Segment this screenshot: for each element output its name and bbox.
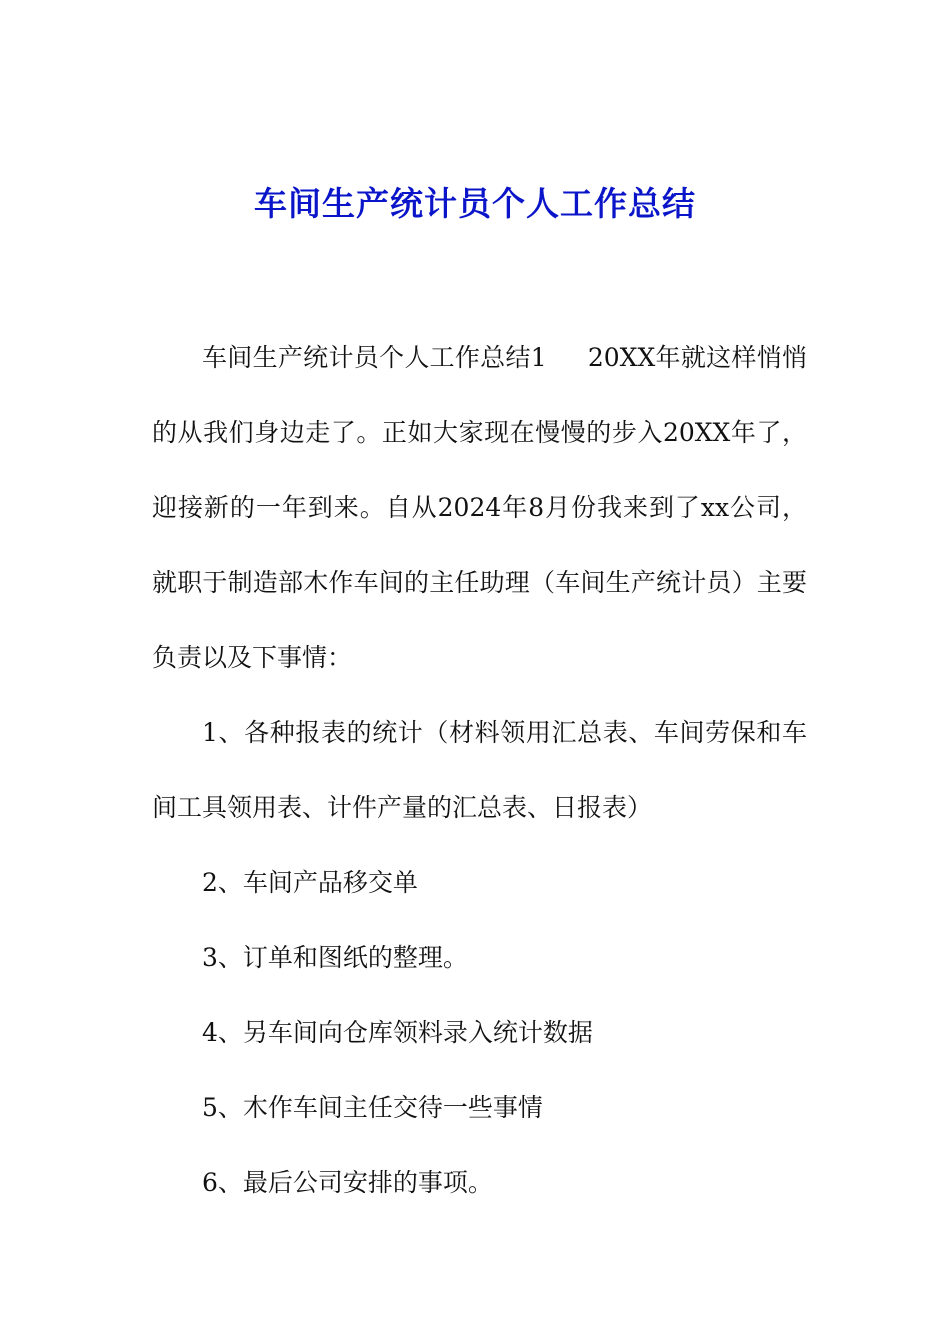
document-title: 车间生产统计员个人工作总结: [254, 184, 696, 223]
list-item: 1、各种报表的统计（材料领用汇总表、车间劳保和车间工具领用表、计件产量的汇总表、日报表）: [152, 718, 807, 822]
list-item: 2、车间产品移交单: [202, 868, 418, 897]
list-item: 4、另车间向仓库领料录入统计数据: [202, 1018, 593, 1047]
document-body: [152, 320, 807, 1220]
intro-paragraph: 车间生产统计员个人工作总结1 20XX年就这样悄悄的从我们身边走了。正如大家现在慢慢的步入20XX年了，迎接新的一年到来。自从2024年8月份我来到了xx公司，就职于制造部木作车间的主任助理（车间生产统计员）主要负责以及下事情：: [152, 343, 807, 672]
list-item: 6、最后公司安排的事项。: [202, 1168, 493, 1197]
list-item: 3、订单和图纸的整理。: [202, 943, 468, 972]
list-item: 5、木作车间主任交待一些事情: [202, 1093, 543, 1122]
